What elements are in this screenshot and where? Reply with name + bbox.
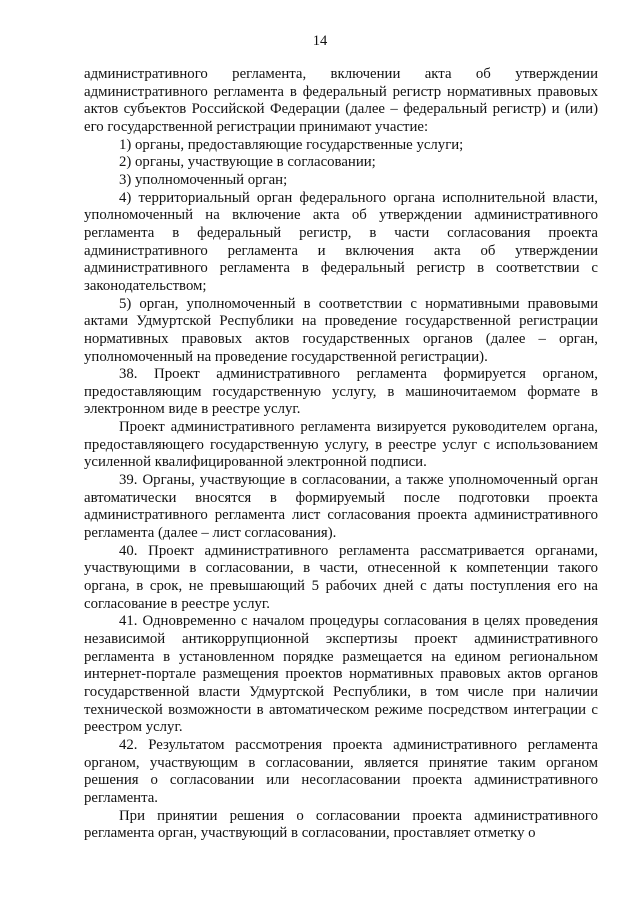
list-item-3: 3) уполномоченный орган; (119, 171, 288, 188)
page-number: 14 (312, 33, 328, 49)
list-item-2: 2) органы, участвующие в согласовании; (119, 154, 376, 171)
list-item-5: 5) орган, уполномоченный в соответствии с нормативными правовыми актами Удмуртской Республики на проведение государственной регистрации нормативных правовых актов государственных органов (далее – орган, уполномоченный на проведение государственной регистрации). (84, 295, 598, 365)
list-item-1: 1) органы, предоставляющие государственные услуги; (119, 136, 464, 153)
clause-42-continuation: При принятии решения о согласовании проекта административного регламента орган, участвующий в согласовании, проставляет отметку о (84, 807, 598, 842)
clause-40: 40. Проект административного регламента рассматривается органами, участвующими в согласовании, в части, отнесенной к компетенции такого органа, в срок, не превышающий 5 рабочих дней с даты поступления его на согласование в реестре услуг. (84, 542, 598, 612)
paragraph-continuation: административного регламента, включении акта об утверждении административного регламента в федеральный регистр нормативных правовых актов субъектов Российской Федерации (далее – федеральный регистр) и (или) его государственной регистрации принимают участие: (84, 66, 598, 135)
clause-38: 38. Проект административного регламента формируется органом, предоставляющим государственную услугу, в машиночитаемом формате в электронном виде в реестре услуг. (84, 366, 598, 418)
document-body (84, 66, 598, 843)
clause-41: 41. Одновременно с началом процедуры согласования в целях проведения независимой антикоррупционной экспертизы проект административного регламента в установленном порядке размещается на едином региональном интернет-портале размещения проектов нормативных правовых актов органов государственной власти Удмуртской Республики, в том числе при наличии технической возможности в автоматическом режиме посредством интеграции с реестром услуг. (84, 613, 598, 736)
clause-38-continuation: Проект административного регламента визируется руководителем органа, предоставляющего государственную услугу, в реестре услуг с использованием усиленной квалифицированной электронной подписи. (84, 419, 598, 471)
clause-39: 39. Органы, участвующие в согласовании, а также уполномоченный орган автоматически вносятся в формируемый после подготовки проекта административного регламента лист согласования проекта административного регламента (далее – лист согласования). (84, 472, 598, 542)
clause-42: 42. Результатом рассмотрения проекта административного регламента органом, участвующим в согласовании, является принятие таким органом решения о согласовании или несогласовании проекта административного регламента. (84, 736, 598, 806)
list-item-4: 4) территориальный орган федерального органа исполнительной власти, уполномоченный на включение акта об утверждении административного регламента в федеральный регистр, в части согласования проекта административного регламента и включения акта об утверждении административного регламента в федеральный регистр в соответствии с законодательством; (84, 189, 598, 294)
